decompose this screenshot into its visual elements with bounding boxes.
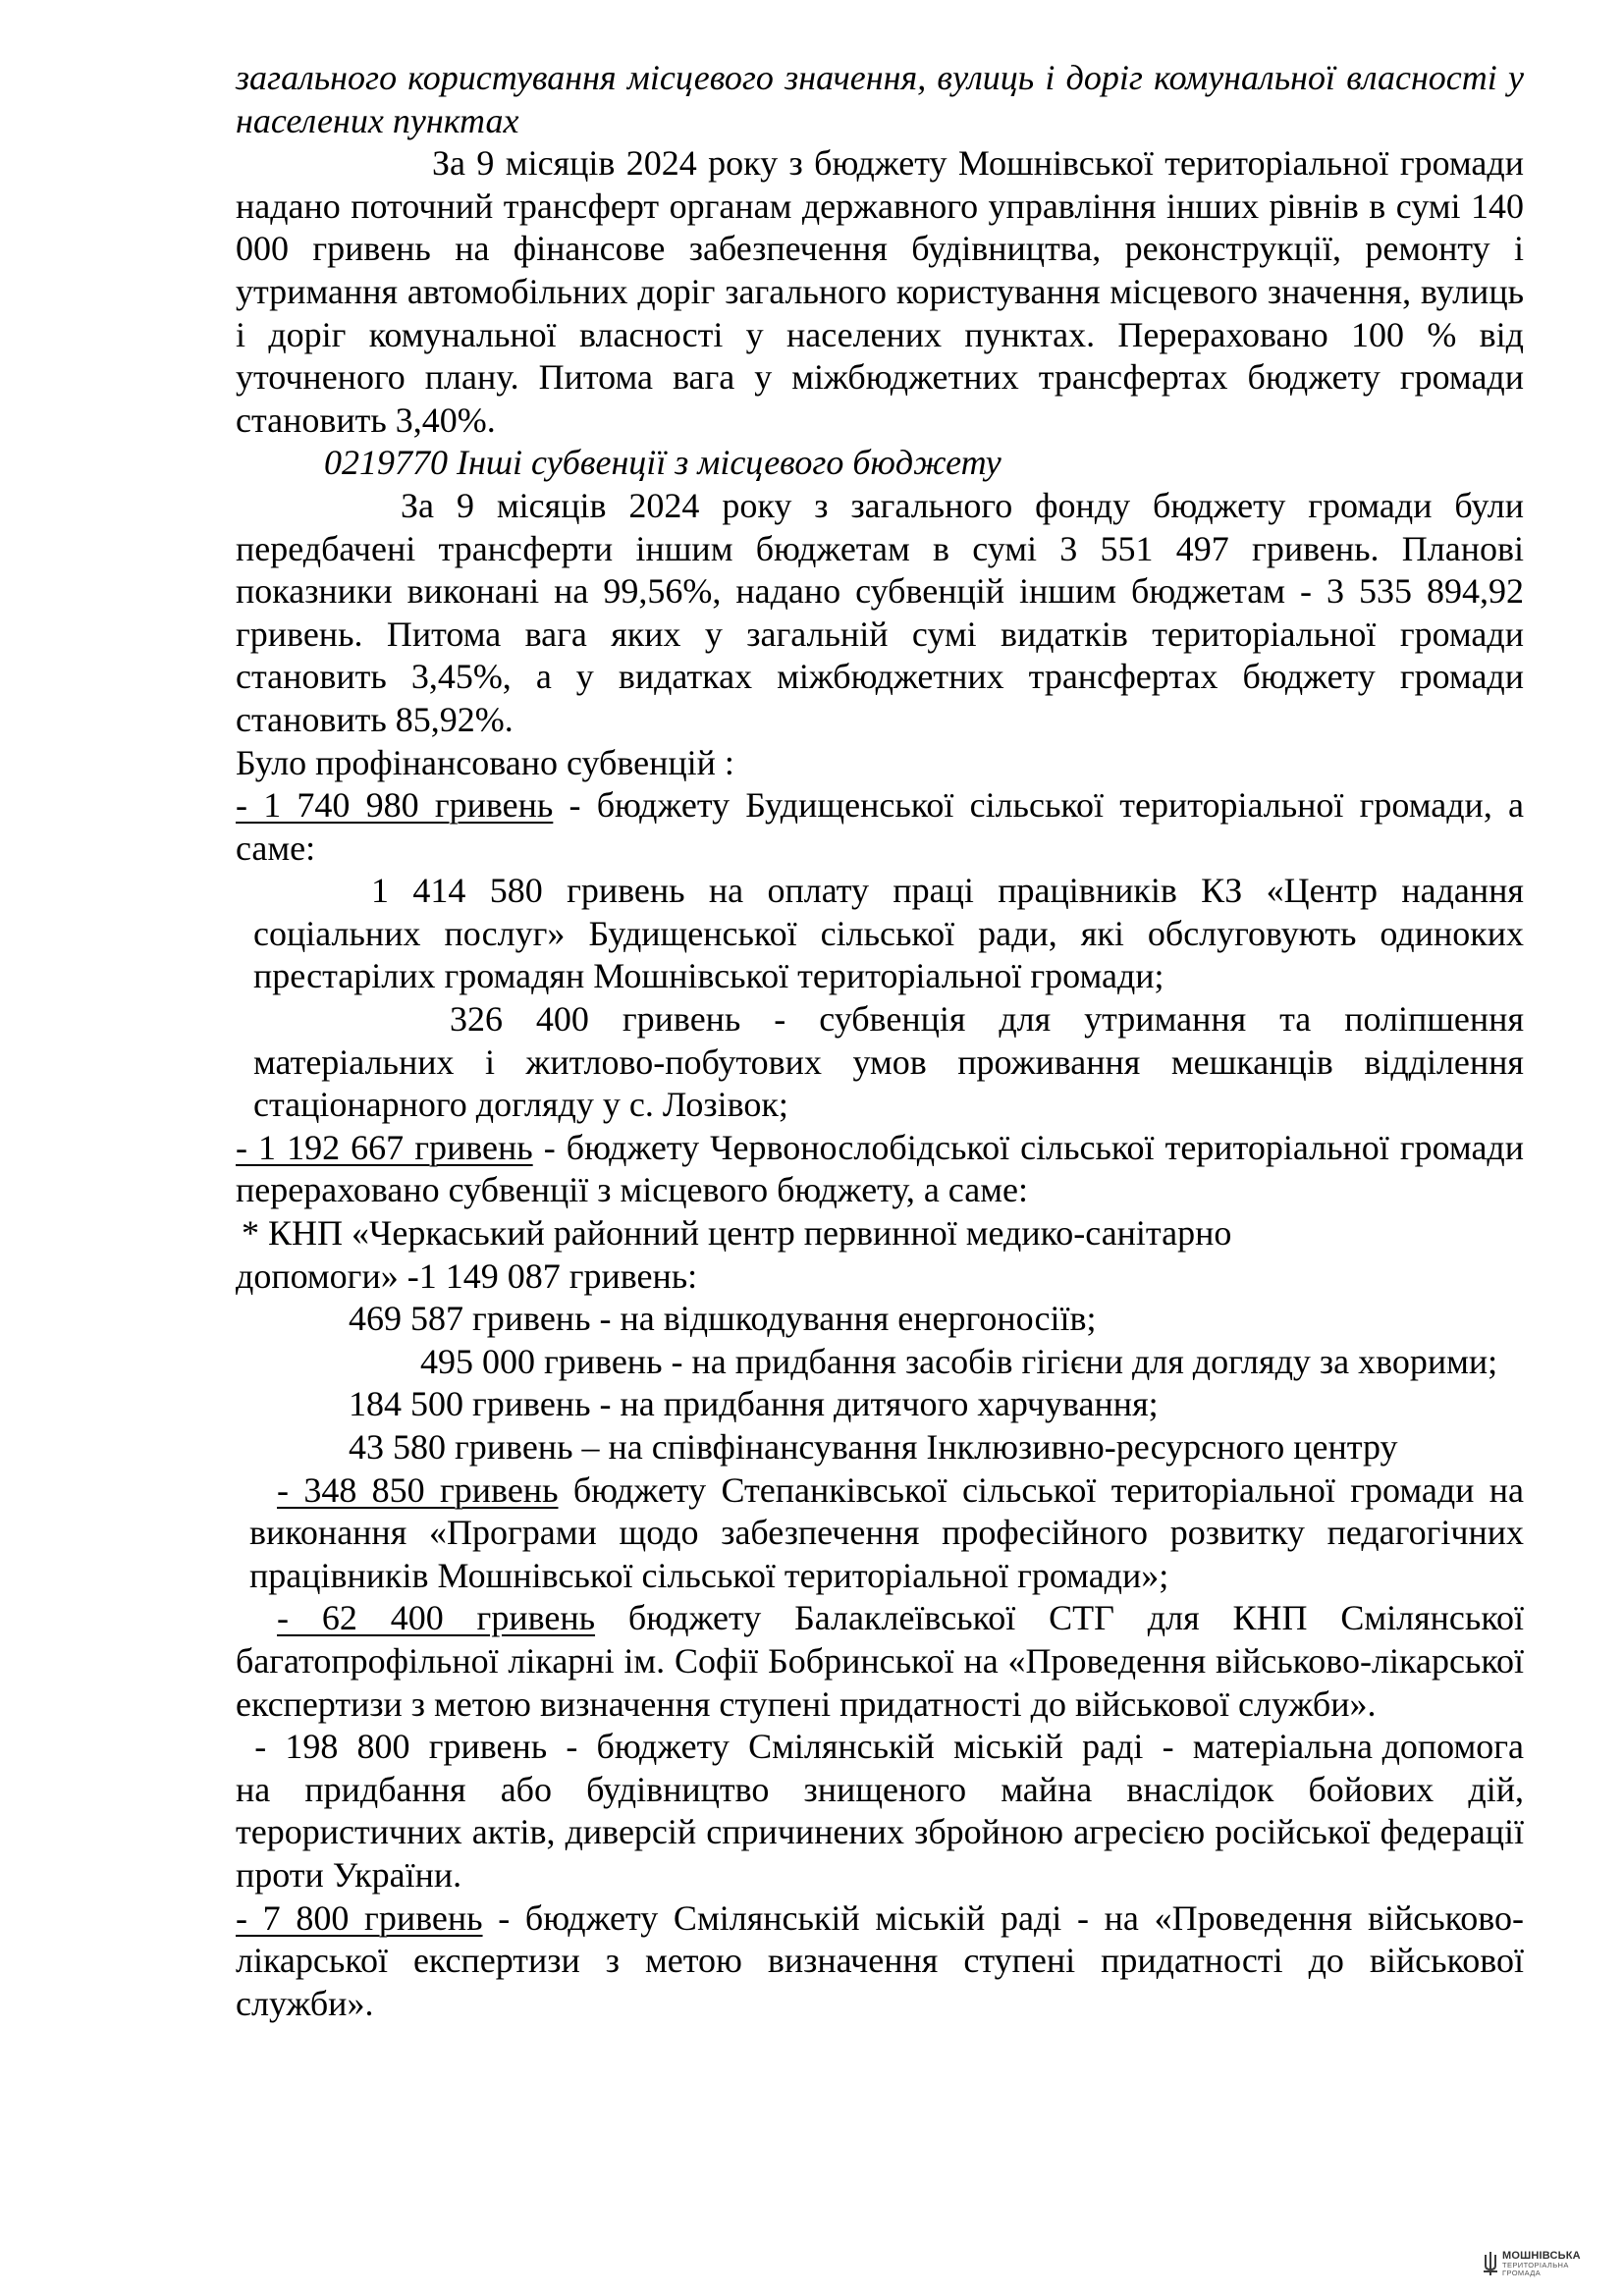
intro-heading-tail: загального користування місцевого значення, вулиць і доріг комунальної власності у населених пунктах	[236, 58, 1524, 140]
logo-sub-text-2: ГРОМАДА	[1502, 2268, 1542, 2277]
sub-item-baby-food: 184 500 гривень - на придбання дитячого харчування;	[349, 1384, 1159, 1424]
roads-paragraph: За 9 місяців 2024 року з бюджету Мошнівської територіальної громади надано поточний трансферт органам державного управління інших рівнів в сумі 140 000 гривень на фінансове забезпечення будівництва, реконструкції, ремонту і утримання автомобільних доріг загального користування місцевого значення, вулиць і доріг комунальної власності у населених пунктах. Перераховано 100 % від уточненого плану. Питома вага у міжбюджетних трансфертах бюджету громади становить 3,40%.	[236, 143, 1524, 440]
item-text: - бюджету Смілянській міській раді - на «Проведення військово-лікарської експертизи з метою визначення ступені придатності до військової служби».	[236, 1897, 1525, 2023]
item-amount: - 7 800 гривень	[236, 1897, 483, 1938]
document-page	[236, 57, 1534, 2025]
subvention-item-chervonoslobidska	[236, 1127, 1524, 1212]
item-amount: - 1 192 667 гривень	[236, 1127, 533, 1167]
sub-item-hygiene: 495 000 гривень - на придбання засобів гігієни для догляду за хворими;	[420, 1341, 1498, 1381]
item-text: бюджету Степанківської сільської територіальної громади на виконання «Програми щодо забезпечення професійного розвитку педагогічних працівників Мошнівської сільської територіальної громади»;	[249, 1469, 1524, 1595]
subvention-item-smila-aid: - 198 800 гривень - бюджету Смілянській міській раді - матеріальна допомога на придбання або будівництво знищеного майна внаслідок бойових дій, терористичних актів, диверсій спричинених збройною агресією російської федерації проти України.	[236, 1727, 1534, 1895]
financed-intro: Було профінансовано субвенцій :	[236, 742, 734, 782]
sub-item-energy: 469 587 гривень - на відшкодування енергоносіїв;	[349, 1299, 1097, 1339]
item-text: бюджету Балаклеївської СТГ для КНП Смілянської багатопрофільної лікарні ім. Софії Бобринської на «Проведення військово-лікарської експертизи з метою визначення ступені придатності до військової служби».	[236, 1598, 1524, 1724]
sub-item-salary: 1 414 580 гривень на оплату праці працівників КЗ «Центр надання соціальних послуг» Будищенської сільської ради, які обслуговують одиноких престарілих громадян Мошнівської територіальної громади;	[253, 871, 1524, 996]
community-logo	[1483, 2242, 1618, 2285]
item-text: - бюджету Будищенської сільської територіальної громади, а саме:	[236, 785, 1525, 868]
logo-text	[1502, 2251, 1581, 2276]
item-amount: - 62 400 гривень	[277, 1598, 596, 1638]
sub-item-maintenance: 326 400 гривень - субвенція для утримання та поліпшення матеріальних і житлово-побутових умов проживання мешканців відділення стаціонарного догляду у с. Лозівок;	[253, 999, 1524, 1125]
logo-main-text: МОШНІВСЬКА	[1502, 2250, 1581, 2262]
item-amount: - 1 740 980 гривень	[236, 785, 554, 826]
subvention-heading: 0219770 Інші субвенції з місцевого бюджету	[324, 443, 1001, 483]
sub-item-inclusive-center: 43 580 гривень – на співфінансування Інклюзивно-ресурсного центру	[349, 1427, 1398, 1467]
item-amount: - 348 850 гривень	[277, 1469, 559, 1510]
star-line: * КНП «Черкаський районний центр первинної медико-санітарно	[242, 1213, 1232, 1254]
item-text: - бюджету Червонослобідської сільської територіальної громади перераховано субвенції з місцевого бюджету, а саме:	[236, 1127, 1525, 1210]
star-line-2: допомоги» -1 149 087 гривень:	[236, 1255, 698, 1296]
subvention-item-budyshche	[236, 784, 1524, 870]
subvention-item-stepanky	[236, 1469, 1524, 1598]
trident-icon	[1483, 2251, 1498, 2276]
subvention-item-smila-expertise	[236, 1897, 1524, 2026]
subvention-item-balakleivska	[236, 1597, 1524, 1726]
logo-sub-text: ТЕРИТОРІАЛЬНА	[1502, 2261, 1569, 2269]
subvention-paragraph: За 9 місяців 2024 року з загального фонду бюджету громади були передбачені трансферти іншим бюджетам в сумі 3 551 497 гривень. Планові показники виконані на 99,56%, надано субвенцій іншим бюджетам - 3 535 894,92 гривень. Питома вага яких у загальній сумі видатків територіальної громади становить 3,45%, а у видатках міжбюджетних трансфертах бюджету громади становить 85,92%.	[236, 485, 1524, 739]
